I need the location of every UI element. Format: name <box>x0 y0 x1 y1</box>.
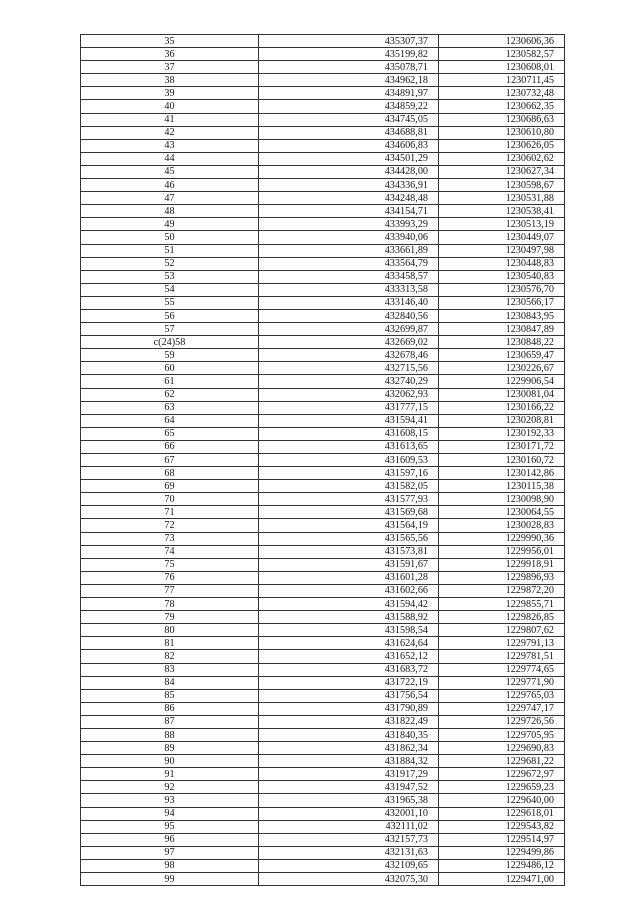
point-number-cell: 92 <box>81 781 259 794</box>
table-row <box>81 558 565 571</box>
x-coordinate-cell: 434154,71 <box>259 205 439 218</box>
x-coordinate-cell: 431722,19 <box>259 676 439 689</box>
point-number-cell: 45 <box>81 165 259 178</box>
point-number-cell: 38 <box>81 74 259 87</box>
x-coordinate-cell: 431591,67 <box>259 558 439 571</box>
x-coordinate-cell: 431573,81 <box>259 545 439 558</box>
point-number-cell: 49 <box>81 218 259 231</box>
table-row <box>81 598 565 611</box>
table-row <box>81 624 565 637</box>
y-coordinate-cell: 1230028,83 <box>439 519 565 532</box>
point-number-cell: 48 <box>81 205 259 218</box>
point-number-cell: 61 <box>81 375 259 388</box>
table-row <box>81 139 565 152</box>
table-row <box>81 270 565 283</box>
y-coordinate-cell: 1229990,36 <box>439 532 565 545</box>
x-coordinate-cell: 431613,65 <box>259 440 439 453</box>
point-number-cell: 59 <box>81 349 259 362</box>
x-coordinate-cell: 435078,71 <box>259 61 439 74</box>
y-coordinate-cell: 1229640,00 <box>439 794 565 807</box>
point-number-cell: 79 <box>81 611 259 624</box>
point-number-cell: 81 <box>81 637 259 650</box>
point-number-cell: 72 <box>81 519 259 532</box>
point-number-cell: 82 <box>81 650 259 663</box>
table-row <box>81 362 565 375</box>
x-coordinate-cell: 432062,93 <box>259 388 439 401</box>
point-number-cell: 77 <box>81 584 259 597</box>
point-number-cell: 76 <box>81 571 259 584</box>
table-row <box>81 715 565 728</box>
point-number-cell: 36 <box>81 48 259 61</box>
y-coordinate-cell: 1230160,72 <box>439 454 565 467</box>
point-number-cell: 85 <box>81 689 259 702</box>
y-coordinate-cell: 1230166,22 <box>439 401 565 414</box>
point-number-cell: 52 <box>81 257 259 270</box>
table-row <box>81 689 565 702</box>
point-number-cell: 69 <box>81 480 259 493</box>
x-coordinate-cell: 432157,73 <box>259 833 439 846</box>
y-coordinate-cell: 1230843,95 <box>439 309 565 322</box>
y-coordinate-cell: 1230566,17 <box>439 296 565 309</box>
x-coordinate-cell: 434688,81 <box>259 126 439 139</box>
x-coordinate-cell: 431569,68 <box>259 506 439 519</box>
table-row <box>81 873 565 886</box>
y-coordinate-cell: 1230659,47 <box>439 349 565 362</box>
y-coordinate-cell: 1230686,63 <box>439 113 565 126</box>
y-coordinate-cell: 1230171,72 <box>439 440 565 453</box>
table-row <box>81 336 565 349</box>
y-coordinate-cell: 1230711,45 <box>439 74 565 87</box>
table-row <box>81 283 565 296</box>
table-row <box>81 519 565 532</box>
point-number-cell: 65 <box>81 427 259 440</box>
table-row <box>81 742 565 755</box>
x-coordinate-cell: 431577,93 <box>259 493 439 506</box>
y-coordinate-cell: 1230531,88 <box>439 192 565 205</box>
table-row <box>81 755 565 768</box>
x-coordinate-cell: 434962,18 <box>259 74 439 87</box>
point-number-cell: 42 <box>81 126 259 139</box>
y-coordinate-cell: 1229906,54 <box>439 375 565 388</box>
y-coordinate-cell: 1229726,56 <box>439 715 565 728</box>
x-coordinate-cell: 435307,37 <box>259 35 439 48</box>
x-coordinate-cell: 431965,38 <box>259 794 439 807</box>
y-coordinate-cell: 1230448,83 <box>439 257 565 270</box>
y-coordinate-cell: 1230598,67 <box>439 179 565 192</box>
x-coordinate-cell: 431602,66 <box>259 584 439 597</box>
table-row <box>81 218 565 231</box>
point-number-cell: 56 <box>81 309 259 322</box>
point-number-cell: 99 <box>81 873 259 886</box>
point-number-cell: 98 <box>81 859 259 872</box>
table-row <box>81 650 565 663</box>
y-coordinate-cell: 1229855,71 <box>439 598 565 611</box>
point-number-cell: 57 <box>81 323 259 336</box>
table-row <box>81 388 565 401</box>
y-coordinate-cell: 1230626,05 <box>439 139 565 152</box>
x-coordinate-cell: 431601,28 <box>259 571 439 584</box>
table-row <box>81 440 565 453</box>
x-coordinate-cell: 435199,82 <box>259 48 439 61</box>
table-row <box>81 152 565 165</box>
point-number-cell: 64 <box>81 414 259 427</box>
y-coordinate-cell: 1230226,67 <box>439 362 565 375</box>
point-number-cell: 71 <box>81 506 259 519</box>
x-coordinate-cell: 432075,30 <box>259 873 439 886</box>
table-row <box>81 820 565 833</box>
point-number-cell: 95 <box>81 820 259 833</box>
x-coordinate-cell: 433146,40 <box>259 296 439 309</box>
table-row <box>81 165 565 178</box>
point-number-cell: 47 <box>81 192 259 205</box>
table-row <box>81 100 565 113</box>
point-number-cell: 75 <box>81 558 259 571</box>
y-coordinate-cell: 1230602,62 <box>439 152 565 165</box>
x-coordinate-cell: 432669,02 <box>259 336 439 349</box>
y-coordinate-cell: 1229896,93 <box>439 571 565 584</box>
point-number-cell: 35 <box>81 35 259 48</box>
x-coordinate-cell: 432715,56 <box>259 362 439 375</box>
point-number-cell: 66 <box>81 440 259 453</box>
x-coordinate-cell: 432740,29 <box>259 375 439 388</box>
y-coordinate-cell: 1229826,85 <box>439 611 565 624</box>
point-number-cell: 55 <box>81 296 259 309</box>
table-row <box>81 768 565 781</box>
x-coordinate-cell: 431840,35 <box>259 728 439 741</box>
y-coordinate-cell: 1229918,91 <box>439 558 565 571</box>
y-coordinate-cell: 1229747,17 <box>439 702 565 715</box>
table-row <box>81 467 565 480</box>
y-coordinate-cell: 1229672,97 <box>439 768 565 781</box>
table-row <box>81 61 565 74</box>
point-number-cell: 41 <box>81 113 259 126</box>
table-row <box>81 846 565 859</box>
table-row <box>81 454 565 467</box>
table-row <box>81 571 565 584</box>
point-number-cell: 97 <box>81 846 259 859</box>
x-coordinate-cell: 434428,00 <box>259 165 439 178</box>
x-coordinate-cell: 434501,29 <box>259 152 439 165</box>
y-coordinate-cell: 1230208,81 <box>439 414 565 427</box>
x-coordinate-cell: 433313,58 <box>259 283 439 296</box>
x-coordinate-cell: 431564,19 <box>259 519 439 532</box>
coordinates-table <box>80 34 565 886</box>
point-number-cell: 90 <box>81 755 259 768</box>
y-coordinate-cell: 1229956,01 <box>439 545 565 558</box>
x-coordinate-cell: 434891,97 <box>259 87 439 100</box>
table-row <box>81 414 565 427</box>
y-coordinate-cell: 1230662,35 <box>439 100 565 113</box>
table-row <box>81 296 565 309</box>
y-coordinate-cell: 1229705,95 <box>439 728 565 741</box>
x-coordinate-cell: 432840,56 <box>259 309 439 322</box>
point-number-cell: 78 <box>81 598 259 611</box>
table-row <box>81 375 565 388</box>
y-coordinate-cell: 1229807,62 <box>439 624 565 637</box>
y-coordinate-cell: 1229765,03 <box>439 689 565 702</box>
table-row <box>81 493 565 506</box>
x-coordinate-cell: 431790,89 <box>259 702 439 715</box>
x-coordinate-cell: 431683,72 <box>259 663 439 676</box>
table-row <box>81 506 565 519</box>
y-coordinate-cell: 1229514,97 <box>439 833 565 846</box>
point-number-cell: 87 <box>81 715 259 728</box>
y-coordinate-cell: 1230538,41 <box>439 205 565 218</box>
y-coordinate-cell: 1230582,57 <box>439 48 565 61</box>
x-coordinate-cell: 431594,41 <box>259 414 439 427</box>
table-row <box>81 833 565 846</box>
table-row <box>81 532 565 545</box>
x-coordinate-cell: 431565,56 <box>259 532 439 545</box>
x-coordinate-cell: 432111,02 <box>259 820 439 833</box>
point-number-cell: 51 <box>81 244 259 257</box>
y-coordinate-cell: 1230848,22 <box>439 336 565 349</box>
x-coordinate-cell: 431652,12 <box>259 650 439 663</box>
point-number-cell: 94 <box>81 807 259 820</box>
y-coordinate-cell: 1230732,48 <box>439 87 565 100</box>
table-row <box>81 401 565 414</box>
point-number-cell: 84 <box>81 676 259 689</box>
y-coordinate-cell: 1229543,82 <box>439 820 565 833</box>
y-coordinate-cell: 1229791,13 <box>439 637 565 650</box>
x-coordinate-cell: 433940,06 <box>259 231 439 244</box>
y-coordinate-cell: 1229499,86 <box>439 846 565 859</box>
point-number-cell: 68 <box>81 467 259 480</box>
point-number-cell: 88 <box>81 728 259 741</box>
point-number-cell: 43 <box>81 139 259 152</box>
point-number-cell: 46 <box>81 179 259 192</box>
y-coordinate-cell: 1229471,00 <box>439 873 565 886</box>
x-coordinate-cell: 431947,52 <box>259 781 439 794</box>
x-coordinate-cell: 431756,54 <box>259 689 439 702</box>
table-row <box>81 545 565 558</box>
x-coordinate-cell: 431884,32 <box>259 755 439 768</box>
y-coordinate-cell: 1229681,22 <box>439 755 565 768</box>
x-coordinate-cell: 432131,63 <box>259 846 439 859</box>
x-coordinate-cell: 432001,10 <box>259 807 439 820</box>
point-number-cell: 70 <box>81 493 259 506</box>
x-coordinate-cell: 433458,57 <box>259 270 439 283</box>
y-coordinate-cell: 1230513,19 <box>439 218 565 231</box>
point-number-cell: 74 <box>81 545 259 558</box>
point-number-cell: 39 <box>81 87 259 100</box>
x-coordinate-cell: 431598,54 <box>259 624 439 637</box>
y-coordinate-cell: 1230576,70 <box>439 283 565 296</box>
x-coordinate-cell: 431588,92 <box>259 611 439 624</box>
table-row <box>81 676 565 689</box>
x-coordinate-cell: 434745,05 <box>259 113 439 126</box>
x-coordinate-cell: 431862,34 <box>259 742 439 755</box>
x-coordinate-cell: 431582,05 <box>259 480 439 493</box>
table-row <box>81 309 565 322</box>
table-row <box>81 244 565 257</box>
table-row <box>81 48 565 61</box>
y-coordinate-cell: 1230606,36 <box>439 35 565 48</box>
y-coordinate-cell: 1229774,65 <box>439 663 565 676</box>
table-row <box>81 663 565 676</box>
y-coordinate-cell: 1230081,04 <box>439 388 565 401</box>
point-number-cell: 83 <box>81 663 259 676</box>
x-coordinate-cell: 431822,49 <box>259 715 439 728</box>
table-row <box>81 859 565 872</box>
point-number-cell: 54 <box>81 283 259 296</box>
table-row <box>81 349 565 362</box>
x-coordinate-cell: 431777,15 <box>259 401 439 414</box>
y-coordinate-cell: 1229486,12 <box>439 859 565 872</box>
x-coordinate-cell: 431597,16 <box>259 467 439 480</box>
x-coordinate-cell: 431594,42 <box>259 598 439 611</box>
point-number-cell: 50 <box>81 231 259 244</box>
y-coordinate-cell: 1230847,89 <box>439 323 565 336</box>
y-coordinate-cell: 1230064,55 <box>439 506 565 519</box>
x-coordinate-cell: 431624,64 <box>259 637 439 650</box>
table-row <box>81 807 565 820</box>
y-coordinate-cell: 1230540,83 <box>439 270 565 283</box>
y-coordinate-cell: 1229771,90 <box>439 676 565 689</box>
point-number-cell: 67 <box>81 454 259 467</box>
point-number-cell: 89 <box>81 742 259 755</box>
point-number-cell: 86 <box>81 702 259 715</box>
x-coordinate-cell: 433661,89 <box>259 244 439 257</box>
y-coordinate-cell: 1229690,83 <box>439 742 565 755</box>
point-number-cell: 93 <box>81 794 259 807</box>
y-coordinate-cell: 1229872,20 <box>439 584 565 597</box>
table-row <box>81 480 565 493</box>
point-number-cell: 40 <box>81 100 259 113</box>
point-number-cell: 73 <box>81 532 259 545</box>
x-coordinate-cell: 432109,65 <box>259 859 439 872</box>
point-number-cell: 44 <box>81 152 259 165</box>
table-row <box>81 192 565 205</box>
point-number-cell: с(24)58 <box>81 336 259 349</box>
table-row <box>81 637 565 650</box>
table-row <box>81 205 565 218</box>
x-coordinate-cell: 432678,46 <box>259 349 439 362</box>
y-coordinate-cell: 1229781,51 <box>439 650 565 663</box>
table-row <box>81 728 565 741</box>
table-row <box>81 323 565 336</box>
table-row <box>81 781 565 794</box>
coordinates-table-body <box>81 35 565 886</box>
table-row <box>81 35 565 48</box>
y-coordinate-cell: 1230449,07 <box>439 231 565 244</box>
x-coordinate-cell: 434248,48 <box>259 192 439 205</box>
point-number-cell: 53 <box>81 270 259 283</box>
point-number-cell: 63 <box>81 401 259 414</box>
table-row <box>81 74 565 87</box>
point-number-cell: 60 <box>81 362 259 375</box>
y-coordinate-cell: 1230608,01 <box>439 61 565 74</box>
y-coordinate-cell: 1230142,86 <box>439 467 565 480</box>
table-row <box>81 231 565 244</box>
table-row <box>81 794 565 807</box>
table-row <box>81 257 565 270</box>
point-number-cell: 62 <box>81 388 259 401</box>
table-row <box>81 611 565 624</box>
point-number-cell: 96 <box>81 833 259 846</box>
x-coordinate-cell: 431917,29 <box>259 768 439 781</box>
x-coordinate-cell: 431608,15 <box>259 427 439 440</box>
table-row <box>81 584 565 597</box>
y-coordinate-cell: 1230627,34 <box>439 165 565 178</box>
point-number-cell: 91 <box>81 768 259 781</box>
y-coordinate-cell: 1230115,38 <box>439 480 565 493</box>
y-coordinate-cell: 1230192,33 <box>439 427 565 440</box>
table-row <box>81 87 565 100</box>
point-number-cell: 37 <box>81 61 259 74</box>
x-coordinate-cell: 432699,87 <box>259 323 439 336</box>
y-coordinate-cell: 1230610,80 <box>439 126 565 139</box>
table-row <box>81 702 565 715</box>
table-row <box>81 179 565 192</box>
table-row <box>81 113 565 126</box>
y-coordinate-cell: 1230497,98 <box>439 244 565 257</box>
x-coordinate-cell: 434859,22 <box>259 100 439 113</box>
x-coordinate-cell: 431609,53 <box>259 454 439 467</box>
x-coordinate-cell: 434336,91 <box>259 179 439 192</box>
table-row <box>81 126 565 139</box>
table-row <box>81 427 565 440</box>
x-coordinate-cell: 433564,79 <box>259 257 439 270</box>
y-coordinate-cell: 1229618,01 <box>439 807 565 820</box>
point-number-cell: 80 <box>81 624 259 637</box>
x-coordinate-cell: 433993,29 <box>259 218 439 231</box>
y-coordinate-cell: 1229659,23 <box>439 781 565 794</box>
x-coordinate-cell: 434606,83 <box>259 139 439 152</box>
y-coordinate-cell: 1230098,90 <box>439 493 565 506</box>
